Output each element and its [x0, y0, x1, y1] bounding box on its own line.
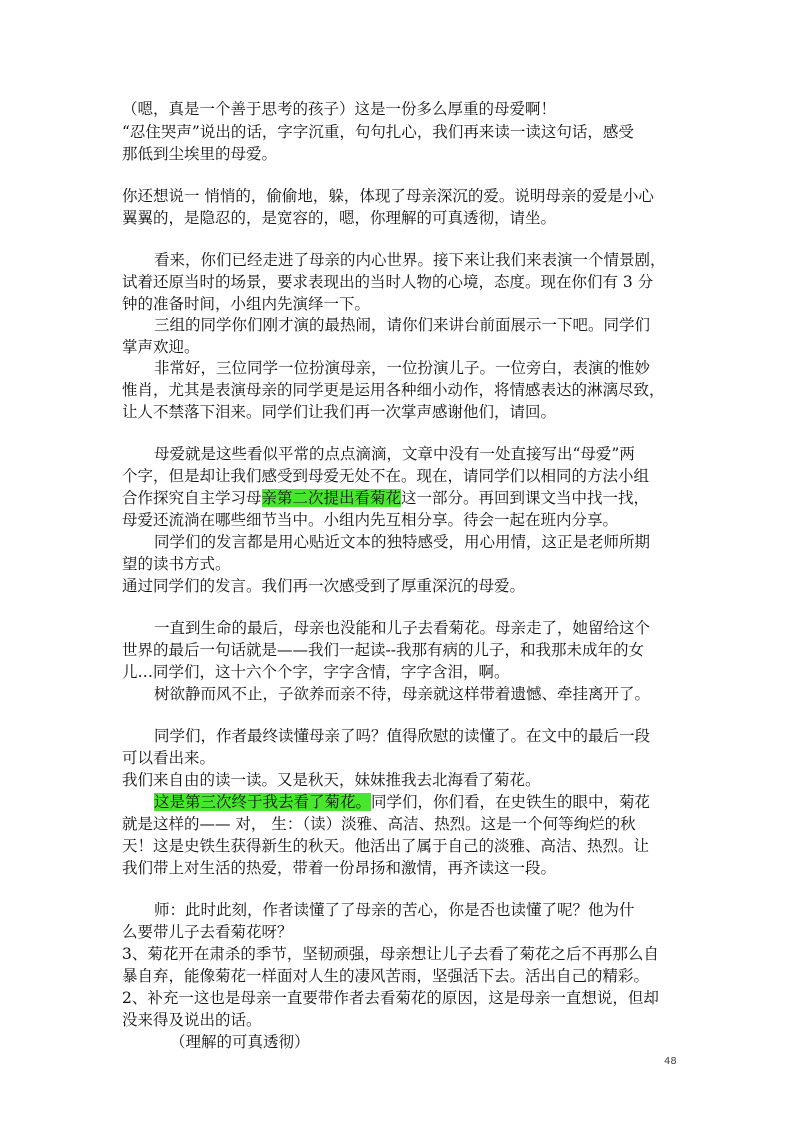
- text-line: 树欲静而风不止，子欲养而亲不待，母亲就这样带着遗憾、牵挂离开了。: [154, 685, 651, 703]
- text-segment: 这一部分。再回到课文当中找一找，: [401, 489, 650, 507]
- text-line: 我们来自由的读一读。又是秋天，妹妹推我去北海看了菊花。: [122, 771, 541, 789]
- text-line: 个字，但是却让我们感受到母爱无处不在。现在，请同学们以相同的方法小组: [122, 467, 650, 485]
- text-line: 看来，你们已经走进了母亲的内心世界。接下来让我们来表演一个情景剧，: [154, 251, 666, 269]
- text-line: [154, 791, 650, 813]
- text-line: 让人不禁落下泪来。同学们让我们再一次掌声感谢他们，请回。: [122, 403, 557, 421]
- text-segment: 同学们，你们看，在史铁生的眼中，菊花: [371, 793, 651, 811]
- text-line: 翼翼的，是隐忍的，是宽容的，嗯，你理解的可真透彻，请坐。: [122, 209, 557, 227]
- text-line: 试着还原当时的场景，要求表现出的当时人物的心境，态度。现在你们有 3 分: [122, 273, 654, 291]
- text-line: 同学们的发言都是用心贴近文本的独特感受，用心用情，这正是老师所期: [154, 533, 651, 551]
- text-line: 同学们，作者最终读懂母亲了吗？值得欣慰的读懂了。在文中的最后一段: [154, 727, 651, 745]
- text-line: 望的读书方式。: [122, 555, 231, 573]
- text-line: 你还想说一 悄悄的，偷偷地，躲，体现了母亲深沉的爱。说明母亲的爱是小心: [122, 187, 654, 205]
- text-line: 母爱还流淌在哪些细节当中。小组内先互相分享。待会一起在班内分享。: [122, 511, 619, 529]
- text-line: 没来得及说出的话。: [122, 1011, 262, 1029]
- highlighted-text: 亲第二次提出看菊花: [261, 489, 402, 507]
- page-number: 48: [664, 1056, 677, 1067]
- text-line: 一直到生命的最后，母亲也没能和儿子去看菊花。母亲走了，她留给这个: [154, 619, 651, 637]
- text-line: 掌声欢迎。: [122, 338, 200, 356]
- text-line: 3、菊花开在肃杀的季节，坚韧顽强，母亲想让儿子去看了菊花之后不再那么自: [122, 945, 659, 963]
- text-line: 么要带儿子去看菊花呀？: [122, 923, 293, 941]
- text-line: 师：此时此刻，作者读懂了了母亲的苦心，你是否也读懂了呢？他为什: [154, 901, 635, 919]
- text-line: 暴自弃，能像菊花一样面对人生的凄风苦雨，坚强活下去。活出自己的精彩。: [122, 967, 650, 985]
- text-line: 钟的准备时间，小组内先演绎一下。: [122, 295, 371, 313]
- text-line: 天！这是史铁生获得新生的秋天。他活出了属于自己的淡雅、高洁、热烈。让: [122, 837, 650, 855]
- text-line: 三组的同学你们刚才演的最热闹，请你们来讲台前面展示一下吧。同学们: [154, 316, 651, 334]
- text-line: 通过同学们的发言。我们再一次感受到了厚重深沉的母爱。: [122, 577, 526, 595]
- text-line: （嗯，真是一个善于思考的孩子）这是一份多么厚重的母爱啊！: [122, 100, 557, 118]
- highlighted-text: 这是第三次终于我去看了菊花。: [154, 793, 372, 811]
- text-line: 惟肖，尤其是表演母亲的同学更是运用各种细小动作，将情感表达的淋漓尽致，: [122, 381, 665, 399]
- text-line: 非常好，三位同学一位扮演母亲，一位扮演儿子。一位旁白，表演的惟妙: [154, 359, 651, 377]
- text-line: [122, 487, 649, 509]
- text-line: 可以看出来。: [122, 749, 216, 767]
- text-line: 2、补充一这也是母亲一直要带作者去看菊花的原因，这是母亲一直想说，但却: [122, 989, 659, 1007]
- text-line: 我们带上对生活的热爱，带着一份昂扬和激情，再齐读这一段。: [122, 859, 557, 877]
- text-line: 那低到尘埃里的母爱。: [122, 145, 278, 163]
- text-line: 儿…同学们，这十六个个字，字字含情，字字含泪，啊。: [122, 663, 510, 681]
- text-line: （理解的可真透彻）: [170, 1033, 310, 1051]
- text-line: 就是这样的—— 对， 生：（读）淡雅、高洁、热烈。这是一个何等绚烂的秋: [122, 815, 636, 833]
- text-line: 母爱就是这些看似平常的点点滴滴，文章中没有一处直接写出“母爱”两: [154, 445, 635, 463]
- text-line: “忍住哭声”说出的话，字字沉重，句句扎心，我们再来读一读这句话，感受: [122, 123, 634, 141]
- text-line: 世界的最后一句话就是——我们一起读--我那有病的儿子，和我那未成年的女: [122, 641, 644, 659]
- text-segment: 合作探究自主学习母: [122, 489, 262, 507]
